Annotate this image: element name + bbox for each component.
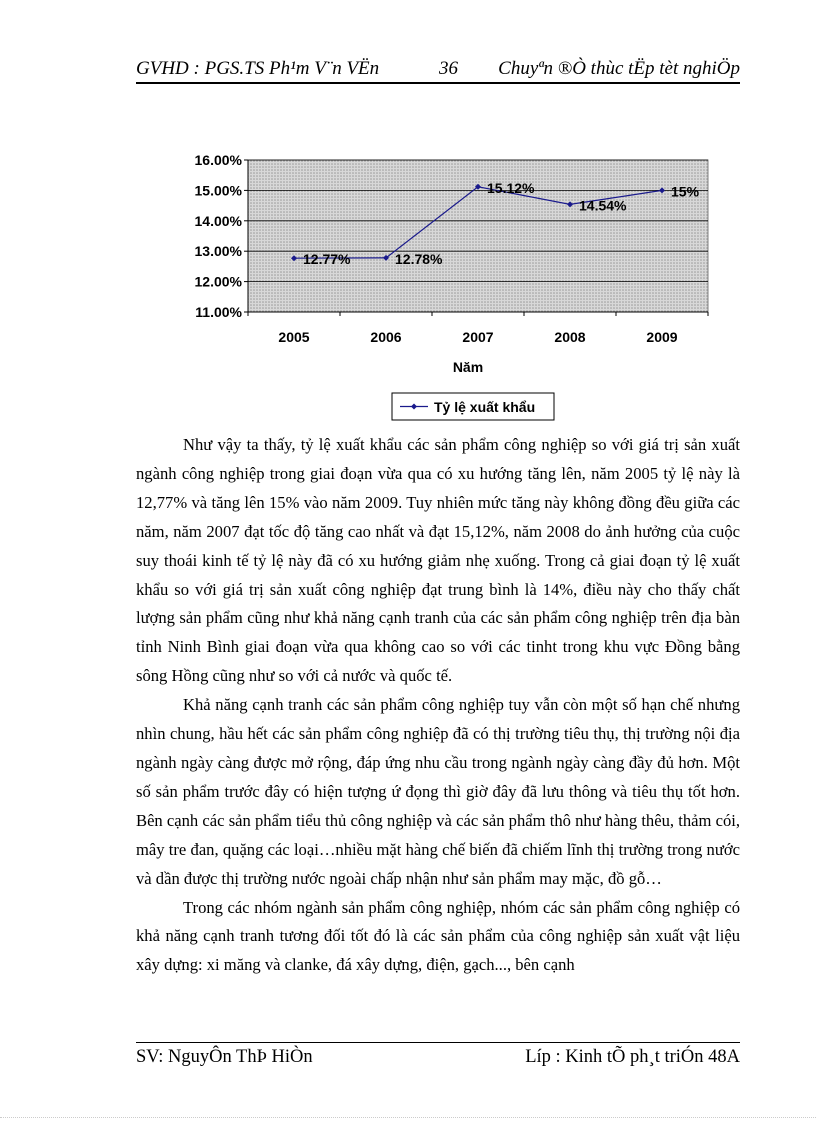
x-tick-label: 2005 bbox=[278, 329, 310, 345]
y-tick-label: 12.00% bbox=[194, 273, 242, 290]
y-tick-label: 11.00% bbox=[195, 304, 242, 320]
data-label: 15% bbox=[671, 183, 700, 200]
chart-svg bbox=[160, 148, 720, 428]
y-tick-label: 15.00% bbox=[194, 182, 242, 199]
footer-student: SV: NguyÔn ThÞ HiÒn bbox=[136, 1047, 313, 1067]
x-axis-label: Năm bbox=[452, 359, 484, 375]
header-advisor: GVHD : PGS.TS Ph¹m V¨n VËn bbox=[136, 58, 380, 79]
page-footer bbox=[136, 1042, 740, 1073]
legend-label: Tỷ lệ xuất khẩu bbox=[434, 399, 536, 415]
y-tick-label: 16.00% bbox=[194, 152, 242, 168]
paragraph: Khả năng cạnh tranh các sản phẩm công nghiệp tuy vẫn còn một số hạn chế nhưng nhìn chung, hầu hết các sản phẩm công nghiệp đã có thị trường tiêu thụ, thị trường nội địa ngành ngày càng được mở rộng, đáp ứng nhu cầu trong ngành ngày càng đầy đủ hơn. Một số sản phẩm trước đây có hiện tượng ứ đọng thì giờ đây đã lưu thông và tiêu thụ tốt hơn. Bên cạnh các sản phẩm tiểu thủ công nghiệp và các sản phẩm thô như hàng thêu, thảm cói, mây tre đan, quặng các loại…nhiều mặt hàng chế biến đã chiếm lĩnh thị trường trong nước và dần được thị trường nước ngoài chấp nhận như sản phẩm may mặc, đồ gỗ… bbox=[136, 695, 740, 888]
data-label: 14.54% bbox=[579, 197, 627, 214]
paragraph: Như vậy ta thấy, tỷ lệ xuất khẩu các sản phẩm công nghiệp so với giá trị sản xuất ngành công nghiệp trong giai đoạn vừa qua có xu hướng tăng lên, năm 2005 tỷ lệ này là 12,77% và tăng lên 15% vào năm 2009. Tuy nhiên mức tăng này không đồng đều giữa các năm, năm 2007 đạt tốc độ tăng cao nhất và đạt 15,12%, năm 2008 do ảnh hưởng của cuộc suy thoái kinh tế tỷ lệ này đã có xu hướng giảm nhẹ xuống. Trong cả giai đoạn tỷ lệ xuất khẩu so với giá trị sản xuất công nghiệp đạt trung bình là 14%, điều này cho thấy chất lượng sản phẩm cũng như khả năng cạnh tranh của các sản phẩm công nghiệp trên địa bàn tỉnh Ninh Bình giai đoạn vừa qua không cao so với các tinht trong khu vực Đồng bằng sông Hồng cũng như so với cả nước và quốc tế. bbox=[136, 435, 740, 686]
data-label: 12.77% bbox=[303, 251, 351, 268]
footer-class: Líp : Kinh tÕ ph¸t triÓn 48A bbox=[525, 1047, 740, 1067]
header-title: Chuyªn ®Ò thùc tËp tèt nghiÖp bbox=[498, 58, 740, 79]
data-label: 15.12% bbox=[487, 179, 535, 196]
page-header bbox=[136, 56, 740, 84]
paragraph: Trong các nhóm ngành sản phẩm công nghiệp, nhóm các sản phẩm công nghiệp có khả năng cạnh tranh tương đối tốt đó là các sản phẩm của công nghiệp sản xuất vật liệu xây dựng: xi măng và clanke, đá xây dựng, điện, gạch..., bên cạnh bbox=[136, 897, 740, 975]
plot-area bbox=[248, 160, 708, 312]
page-number: 36 bbox=[439, 58, 458, 79]
x-tick-label: 2008 bbox=[554, 329, 586, 345]
data-label: 12.78% bbox=[395, 250, 443, 267]
export-ratio-chart bbox=[160, 148, 720, 428]
y-tick-label: 13.00% bbox=[194, 243, 242, 260]
body-text bbox=[136, 431, 740, 980]
bottom-dotted-rule bbox=[0, 1117, 816, 1118]
x-tick-label: 2007 bbox=[462, 329, 494, 345]
x-tick-label: 2009 bbox=[646, 329, 678, 345]
x-tick-label: 2006 bbox=[370, 329, 402, 345]
y-tick-label: 14.00% bbox=[194, 212, 242, 229]
